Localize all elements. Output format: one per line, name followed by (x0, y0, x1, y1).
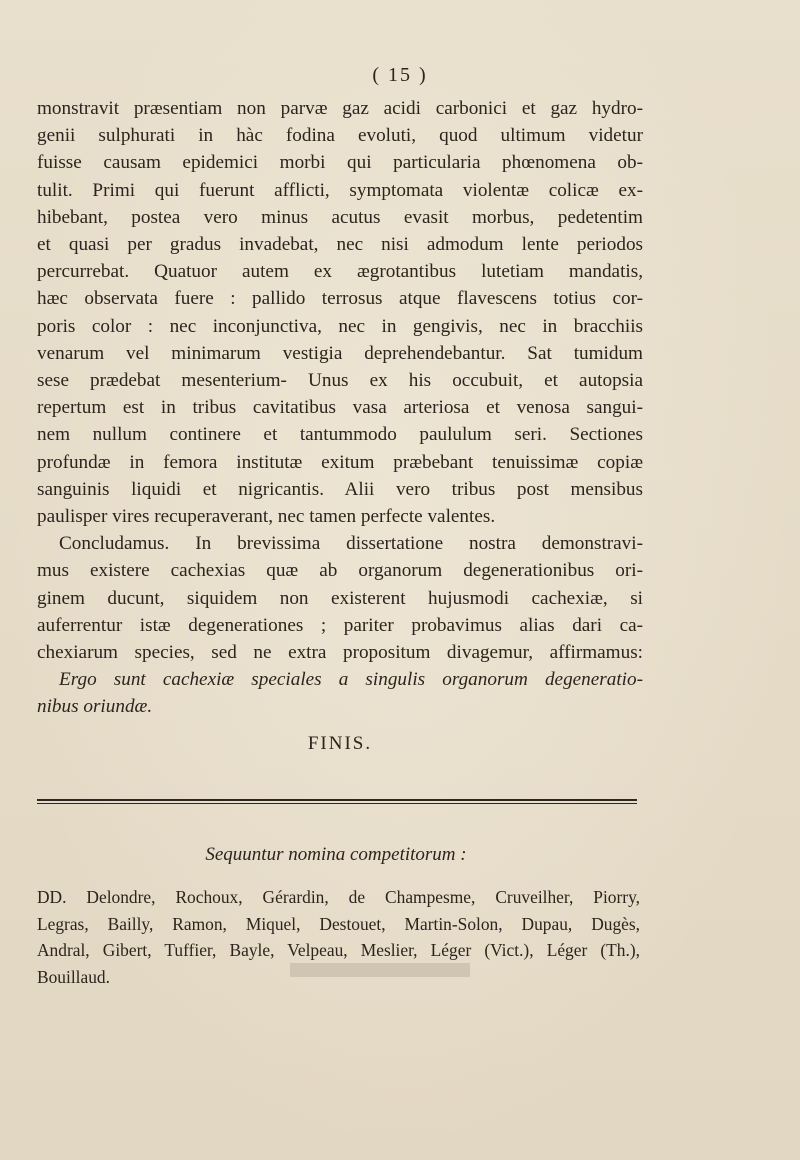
body-line: repertum est in tribus cavitatibus vasa arteriosa et venosa sangui- (37, 397, 643, 419)
section-divider (37, 799, 637, 804)
competitors-heading: Sequuntur nomina competitorum : (205, 844, 467, 865)
body-line: venarum vel minimarum vestigia deprehendebantur. Sat tumidum (37, 342, 643, 364)
body-line: et quasi per gradus invadebat, nec nisi admodum lente periodos (37, 234, 643, 256)
body-line: sese prædebat mesenterium- Unus ex his occubuit, et autopsia (37, 370, 643, 392)
body-line: percurrebat. Quatuor autem ex ægrotantibus lutetiam mandatis, (37, 261, 643, 283)
body-line: nem nullum continere et tantummodo paululum seri. Sectiones (37, 424, 643, 446)
competitors-line: DD. Delondre, Rochoux, Gérardin, de Champesme, Cruveilher, Piorry, (37, 887, 640, 907)
body-line: sanguinis liquidi et nigricantis. Alii vero tribus post mensibus (37, 478, 643, 500)
body-line: tulit. Primi qui fuerunt afflicti, symptomata violentæ colicæ ex- (37, 179, 643, 201)
paragraph-line: auferrentur istæ degenerationes ; pariter probavimus alias dari ca- (37, 614, 643, 636)
body-line: fuisse causam epidemici morbi qui particularia phœnomena ob- (37, 152, 643, 174)
conclusion-line: nibus oriundæ. (37, 696, 153, 718)
paragraph-line: chexiarum species, sed ne extra propositum divagemur, affirmamus: (37, 642, 643, 664)
page-number: ( 15 ) (372, 64, 428, 86)
body-line: poris color : nec inconjunctiva, nec in gengivis, nec in bracchiis (37, 315, 643, 337)
show-through-mark (280, 955, 480, 985)
finis-heading: FINIS. (307, 733, 373, 754)
conclusion-line: Ergo sunt cachexiæ speciales a singulis organorum degeneratio- (59, 669, 643, 691)
competitors-line: Legras, Bailly, Ramon, Miquel, Destouet, Martin-Solon, Dupau, Dugès, (37, 913, 640, 934)
body-line: monstravit præsentiam non parvæ gaz acidi carbonici et gaz hydro- (37, 98, 643, 119)
competitors-line: Bouillaud. (37, 966, 110, 987)
paragraph-line: mus existere cachexias quæ ab organorum degenerationibus ori- (37, 560, 643, 582)
divider-thick-line (37, 799, 637, 801)
paragraph-line: Concludamus. In brevissima dissertatione nostra demonstravi- (59, 533, 643, 555)
body-line: profundæ in femora institutæ exitum præbebant tenuissimæ copiæ (37, 451, 643, 473)
divider-thin-line (37, 803, 637, 804)
competitors-line: Andral, Gibert, Tuffier, Bayle, Velpeau, Meslier, Léger (Vict.), Léger (Th.), (37, 940, 640, 960)
body-line: hibebant, postea vero minus acutus evasit morbus, pedetentim (37, 206, 643, 228)
body-text (37, 95, 643, 721)
body-line: paulisper vires recuperaverant, nec tamen perfecte valentes. (37, 506, 496, 528)
body-line: genii sulphurati in hàc fodina evoluti, quod ultimum videtur (37, 125, 643, 147)
body-line: hæc observata fuere : pallido terrosus atque flavescens totius cor- (37, 288, 643, 310)
paragraph-line: ginem ducunt, siquidem non existerent hujusmodi cachexiæ, si (37, 587, 643, 609)
